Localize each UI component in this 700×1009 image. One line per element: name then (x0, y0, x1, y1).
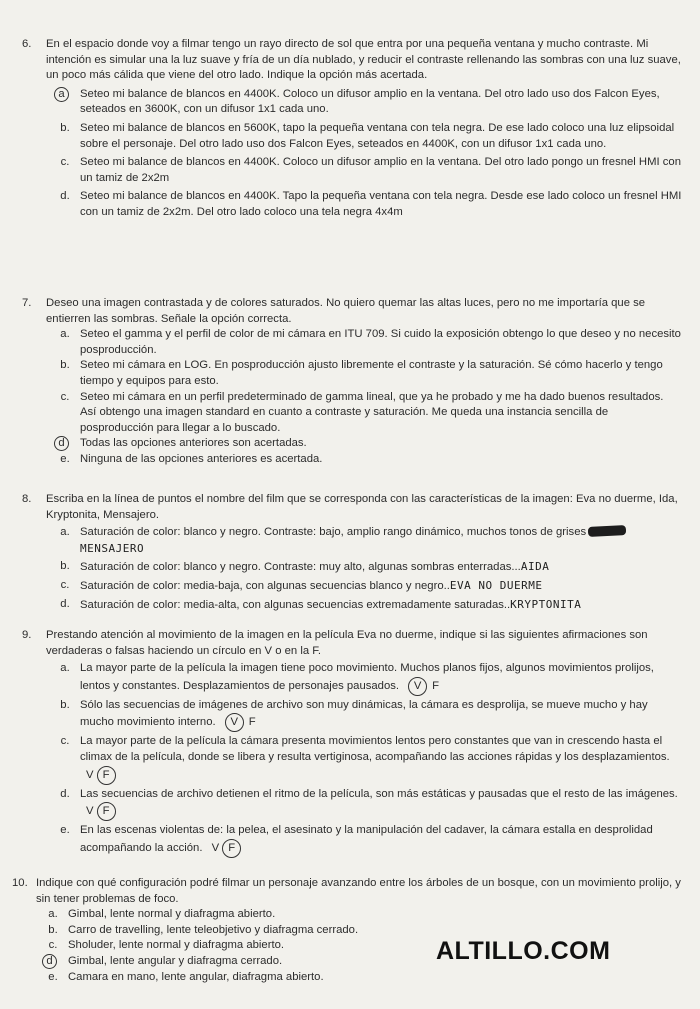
handwritten-answer: MENSAJERO (80, 541, 145, 555)
option-d[interactable] (0, 436, 700, 452)
handwritten-answer: KRYPTONITA (510, 597, 582, 611)
option-letter: b. (60, 121, 70, 134)
option-letter: e. (48, 970, 58, 983)
question-10 (0, 876, 700, 985)
option-text: Seteo mi cámara en un perfil predeterminado de gamma lineal, que ya he probado y me ha dado buenos resultados. Así obtengo una imagen standard en cuanto a contraste y saturación. Me queda una instancia sencilla de posproducción para llegar a lo buscado. (80, 390, 664, 434)
question-6 (0, 37, 700, 221)
option-c[interactable] (0, 734, 700, 784)
selected-answer-circle: d (54, 436, 69, 451)
option-text: Saturación de color: blanco y negro. Contraste: muy alto, algunas sombras enterradas (80, 561, 512, 574)
option-e[interactable] (0, 970, 700, 986)
option-letter: a. (60, 328, 70, 341)
option-a[interactable] (0, 87, 700, 118)
option-text: Seteo mi cámara en LOG. En posproducción ajusto libremente el contraste y la saturación. Sé cómo hacerlo y tengo tiempo y equipos para esto. (80, 359, 663, 387)
true-choice-circled[interactable]: V (408, 677, 427, 696)
option-d[interactable]: d. Saturación de color: media-alta, con algunas secuencias extremadamente saturadas..KRYPTONITA (0, 597, 700, 614)
false-choice-circled[interactable]: F (97, 766, 116, 785)
option-letter: b. (60, 560, 70, 573)
option-text: La mayor parte de la película la imagen tiene poco movimiento. Muchos planos fijos, algunos movimientos prolijos, lentos y constantes. Desplazamientos de personajes pausados. (80, 662, 654, 692)
option-text: Ninguna de las opciones anteriores es acertada. (80, 452, 323, 465)
option-b[interactable] (0, 121, 700, 152)
option-text: Saturación de color: media-baja, con algunas secuencias blanco y negro (80, 579, 444, 592)
option-e[interactable] (0, 452, 700, 468)
option-letter: e. (60, 824, 70, 837)
question-text: Prestando atención al movimiento de la imagen en la película Eva no duerme, indique si las siguientes afirmaciones son verdaderas o falsas haciendo un círculo en V o en la F. (46, 629, 648, 657)
option-letter: c. (60, 156, 70, 169)
option-text: Seteo el gamma y el perfil de color de mi cámara en ITU 709. Si cuido la exposición obtengo lo que deseo y no necesito posproducción. (80, 328, 681, 356)
question-number: 6. (22, 38, 32, 50)
option-text: Seteo mi balance de blancos en 4400K. Coloco un difusor amplio en la ventana. Del otro lado uso dos Falcon Eyes, seteados en 3600K, con un difusor 1x1 cada uno. (80, 87, 660, 116)
option-b[interactable] (0, 358, 700, 389)
option-text: Seteo mi balance de blancos en 5600K, tapo la pequeña ventana con tela negra. De ese lado coloco una luz elipsoidal sobre el personaje. Del otro lado uso dos Falcon Eyes, seteados en 4400K, con un difusor 1x1 cada uno. (80, 121, 675, 150)
question-7 (0, 296, 700, 468)
option-text: Sólo las secuencias de imágenes de archivo son muy dinámicas, la cámara es desprolija, se mueve mucho y hay mucho movimiento interno. (80, 698, 648, 729)
selected-answer-circle: a (54, 87, 69, 102)
option-text: Sholuder, lente normal y diafragma abierto. (68, 939, 285, 952)
option-letter: d. (60, 190, 70, 203)
option-letter: b. (48, 923, 58, 936)
handwritten-answer: AIDA (520, 560, 550, 574)
option-text: Camara en mano, lente angular, diafragma abierto. (68, 970, 324, 983)
question-10-stem (0, 876, 700, 907)
question-number: 7. (22, 297, 32, 309)
question-number: 9. (22, 629, 32, 641)
false-choice[interactable]: F (248, 716, 256, 729)
question-9-stem (0, 628, 700, 659)
question-number: 10. (12, 877, 28, 889)
option-letter: a. (48, 908, 58, 921)
option-c[interactable] (0, 390, 700, 437)
option-text: En las escenas violentas de: la pelea, el asesinato y la manipulación del cadaver, la cámara estalla en desprolidad acompañando la acción. (80, 824, 653, 854)
question-text: Indique con qué configuración podré filmar un personaje avanzando entre los árboles de un bosque, con un movimiento prolijo, y sin tener problemas de foco. (36, 877, 681, 905)
option-letter: b. (60, 359, 70, 372)
false-choice[interactable]: F (432, 679, 440, 692)
option-text: Gimbal, lente angular y diafragma cerrado. (68, 954, 283, 967)
option-letter: d. (60, 597, 70, 610)
true-choice[interactable]: V (86, 805, 94, 818)
watermark-logo: ALTILLO.COM (436, 937, 611, 965)
option-c[interactable] (0, 155, 700, 186)
option-c[interactable]: c. Saturación de color: media-baja, con algunas secuencias blanco y negro..EVA NO DUERME (0, 578, 700, 595)
option-a[interactable] (0, 327, 700, 358)
option-text: Seteo mi balance de blancos en 4400K. Tapo la pequeña ventana con tela negra. Desde ese lado coloco un fresnel HMI con un tamiz de 2x2m. Del otro lado coloco una tela negra 4x4m (80, 190, 682, 218)
scribble-mark (588, 525, 626, 537)
true-choice[interactable]: V (211, 841, 220, 854)
option-letter: a. (60, 662, 70, 675)
option-e[interactable] (0, 823, 700, 858)
option-d[interactable] (0, 189, 700, 220)
true-choice[interactable]: V (86, 768, 94, 781)
selected-answer-circle: d (42, 954, 57, 969)
option-text: Saturación de color: media-alta, con algunas secuencias extremadamente saturadas (80, 598, 504, 611)
option-a[interactable] (0, 661, 700, 696)
question-7-stem (0, 296, 700, 327)
question-9 (0, 628, 700, 858)
question-8 (0, 492, 700, 613)
question-text: Deseo una imagen contrastada y de colores saturados. No quiero quemar las altas luces, pero no me importaría que se entierren las sombras. Señale la opción correcta. (46, 297, 646, 325)
option-letter: a. (60, 526, 70, 539)
option-text: Saturación de color: blanco y negro. Contraste: bajo, amplio rango dinámico, muchos tonos de grises (80, 526, 587, 539)
option-b[interactable] (0, 698, 700, 733)
false-choice-circled[interactable]: F (97, 802, 116, 821)
option-d[interactable] (0, 787, 700, 822)
option-b[interactable]: b. Saturación de color: blanco y negro. Contraste: muy alto, algunas sombras enterradas...AIDA (0, 559, 700, 576)
question-number: 8. (22, 493, 32, 505)
question-text: En el espacio donde voy a filmar tengo un rayo directo de sol que entra por una pequeña ventana y mucho contraste. Mi intención es simular una la luz suave y fría de un día nublado, y reducir el contraste rellenando las sombras con una luz suave, un poco más cálida que viene del otro lado. Indique la opción más acertada. (46, 38, 681, 82)
question-6-stem (0, 37, 700, 84)
option-text: Carro de travelling, lente teleobjetivo y diafragma cerrado. (68, 923, 359, 936)
option-text: Todas las opciones anteriores son acertadas. (80, 437, 307, 450)
true-choice-circled[interactable]: V (225, 713, 244, 732)
option-text: La mayor parte de la película la cámara presenta movimientos lentos pero constantes que van in crescendo hasta el climax de la película, donde se libera y resulta vertiginosa, acompañando las acciones rápidas y los desplazamientos. (80, 735, 670, 763)
option-a[interactable] (0, 907, 700, 923)
option-letter: c. (48, 939, 58, 952)
option-text: Gimbal, lente normal y diafragma abierto. (68, 908, 276, 921)
option-letter: c. (60, 735, 70, 748)
handwritten-answer: EVA NO DUERME (449, 578, 543, 592)
option-letter: c. (60, 390, 70, 403)
question-8-stem (0, 492, 700, 523)
false-choice-circled[interactable]: F (222, 839, 241, 858)
option-text: Seteo mi balance de blancos en 4400K. Coloco un difusor amplio en la ventana. Del otro lado pongo un fresnel HMI con un tamiz de 2x2m (80, 156, 681, 184)
option-letter: d. (60, 787, 70, 800)
option-text: Las secuencias de archivo detienen el ritmo de la película, son más estáticas y pausadas que el resto de las imágenes. (80, 787, 678, 800)
option-letter: b. (60, 698, 70, 711)
option-letter: c. (60, 578, 70, 591)
option-letter: e. (60, 452, 70, 465)
option-a[interactable] (0, 525, 700, 557)
question-text: Escriba en la línea de puntos el nombre del film que se corresponda con las características de la imagen: Eva no duerme, Ida, Kryptonita, Mensajero. (46, 493, 678, 521)
